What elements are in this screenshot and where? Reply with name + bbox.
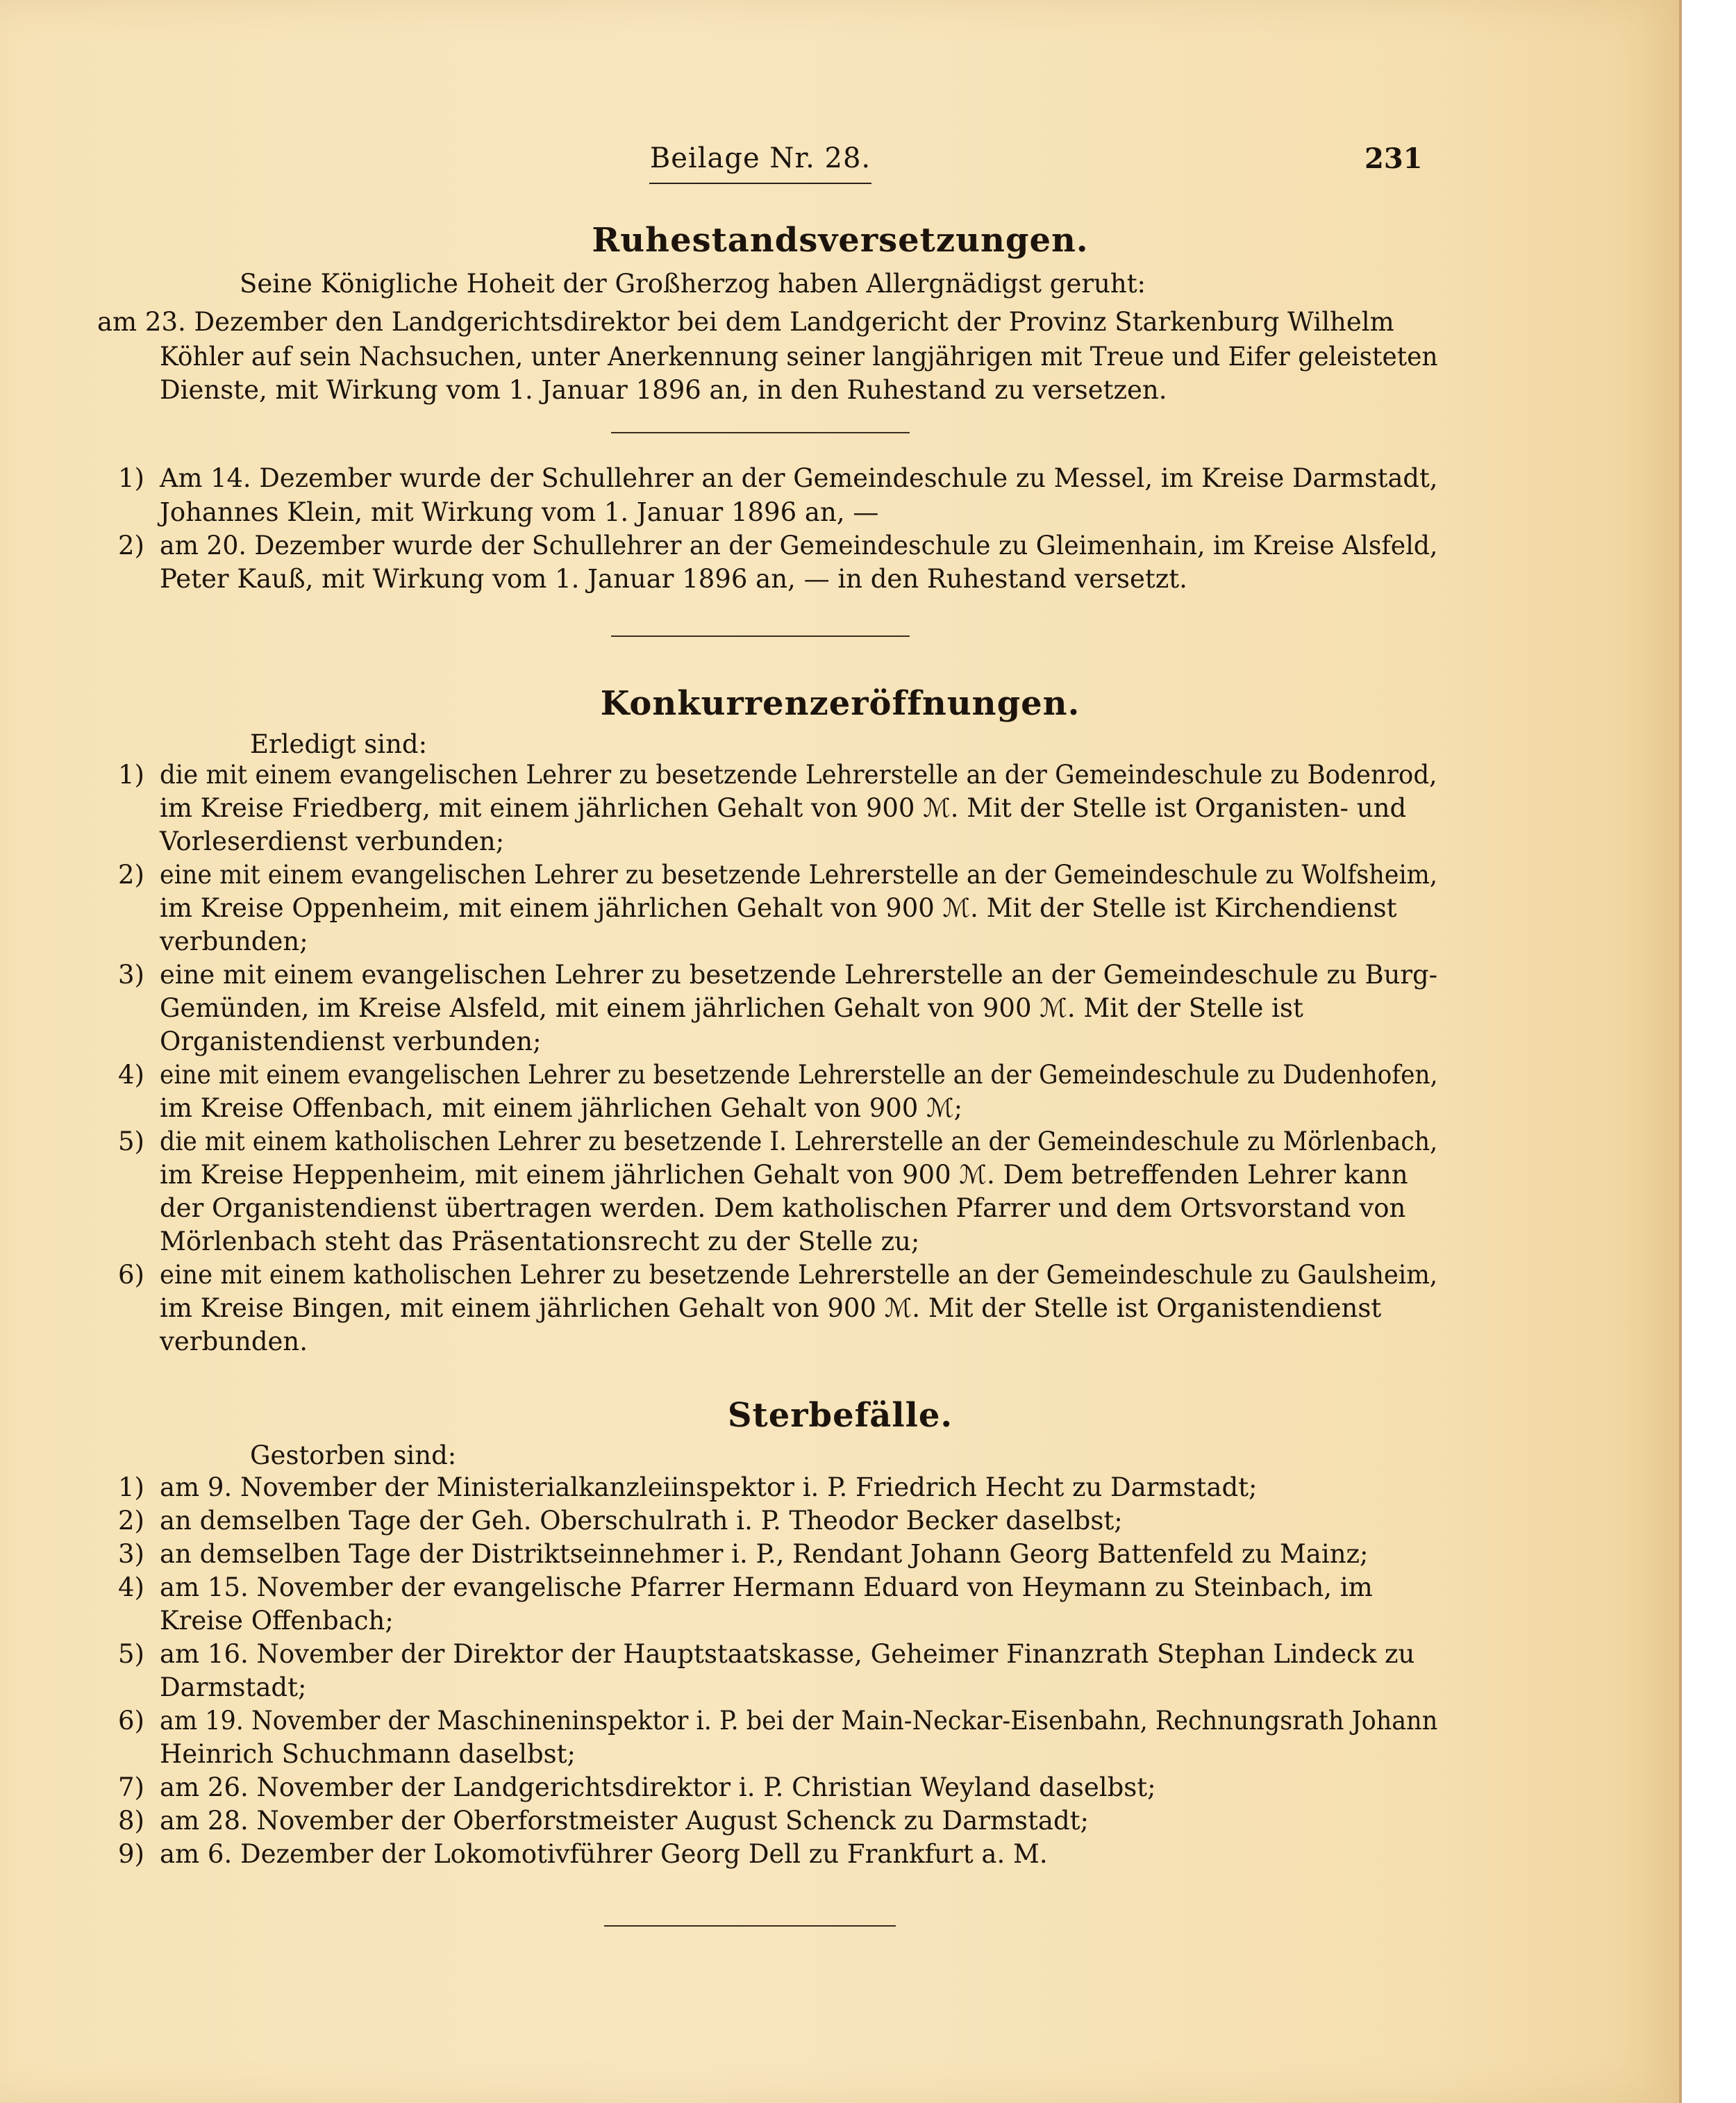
list-item-line: im Kreise Offenbach, mit einem jährlichen Gehalt von 900 ℳ; bbox=[160, 1093, 963, 1123]
heading-deaths: Sterbefälle. bbox=[727, 1396, 953, 1435]
item-number: 4) bbox=[118, 1572, 144, 1602]
list-item-line: Darmstadt; bbox=[160, 1672, 307, 1702]
list-item-line: Gemünden, im Kreise Alsfeld, mit einem jährlichen Gehalt von 900 ℳ. Mit der Stelle ist bbox=[160, 993, 1303, 1023]
section4-intro: Gestorben sind: bbox=[250, 1440, 457, 1470]
list-item-line: am 6. Dezember der Lokomotivführer Georg Dell zu Frankfurt a. M. bbox=[160, 1839, 1048, 1869]
list-item-line: an demselben Tage der Distriktseinnehmer i. P., Rendant Johann Georg Battenfeld zu Mainz; bbox=[160, 1539, 1369, 1569]
list-item-line: am 15. November der evangelische Pfarrer Hermann Eduard von Heymann zu Steinbach, im bbox=[160, 1572, 1373, 1602]
list-item-line: verbunden. bbox=[160, 1327, 308, 1356]
item-number: 1) bbox=[118, 463, 144, 493]
page-edge bbox=[1679, 0, 1682, 2103]
list-item-line: am 16. November der Direktor der Hauptstaatskasse, Geheimer Finanzrath Stephan Lindeck zu bbox=[160, 1639, 1415, 1669]
heading-vacancies: Konkurrenzeröffnungen. bbox=[600, 684, 1080, 723]
list-item-line: verbunden; bbox=[160, 926, 308, 956]
list-item-line: Peter Kauß, mit Wirkung vom 1. Januar 1896 an, — in den Ruhestand versetzt. bbox=[160, 564, 1187, 594]
list-item-line: eine mit einem evangelischen Lehrer zu besetzende Lehrerstelle an der Gemeindeschule zu Burg- bbox=[160, 960, 1438, 990]
heading-retirements: Ruhestandsversetzungen. bbox=[592, 221, 1089, 260]
list-item-line: am 26. November der Landgerichtsdirektor i. P. Christian Weyland daselbst; bbox=[160, 1772, 1156, 1802]
list-item-line: Mörlenbach steht das Präsentationsrecht zu der Stelle zu; bbox=[160, 1227, 920, 1256]
item-number: 7) bbox=[118, 1772, 144, 1802]
list-item-line: Heinrich Schuchmann daselbst; bbox=[160, 1739, 576, 1769]
item-number: 2) bbox=[118, 860, 144, 890]
item-number: 9) bbox=[118, 1839, 144, 1869]
list-item-line: Johannes Klein, mit Wirkung vom 1. Januar 1896 an, — bbox=[160, 497, 879, 527]
list-item-line: im Kreise Friedberg, mit einem jährlichen Gehalt von 900 ℳ. Mit der Stelle ist Organisten- und bbox=[160, 793, 1407, 823]
list-item-line: an demselben Tage der Geh. Oberschulrath i. P. Theodor Becker daselbst; bbox=[160, 1506, 1123, 1536]
section3-intro: Erledigt sind: bbox=[250, 729, 428, 759]
item-number: 2) bbox=[118, 1506, 144, 1536]
section-divider bbox=[611, 635, 910, 637]
item-number: 6) bbox=[118, 1260, 144, 1290]
section1-intro: Seine Königliche Hoheit der Großherzog haben Allergnädigst geruht: bbox=[240, 269, 1146, 299]
item-number: 6) bbox=[118, 1706, 144, 1736]
list-item-line: die mit einem katholischen Lehrer zu besetzende I. Lehrerstelle an der Gemeindeschule zu Mörlenbach, bbox=[160, 1127, 1438, 1156]
list-item-line: im Kreise Bingen, mit einem jährlichen Gehalt von 900 ℳ. Mit der Stelle ist Organistendienst bbox=[160, 1293, 1382, 1323]
section1-line: Dienste, mit Wirkung vom 1. Januar 1896 an, in den Ruhestand zu versetzen. bbox=[160, 375, 1167, 405]
item-number: 3) bbox=[118, 1539, 144, 1569]
item-number: 2) bbox=[118, 531, 144, 560]
section1-line: Köhler auf sein Nachsuchen, unter Anerkennung seiner langjährigen mit Treue und Eifer geleisteten bbox=[160, 342, 1438, 372]
item-number: 5) bbox=[118, 1127, 144, 1156]
list-item-line: am 28. November der Oberforstmeister August Schenck zu Darmstadt; bbox=[160, 1806, 1089, 1836]
list-item-line: im Kreise Heppenheim, mit einem jährlichen Gehalt von 900 ℳ. Dem betreffenden Lehrer kann bbox=[160, 1160, 1408, 1190]
closing-divider bbox=[604, 1925, 896, 1927]
list-item-line: am 20. Dezember wurde der Schullehrer an der Gemeindeschule zu Gleimenhain, im Kreise Alsfeld, bbox=[160, 531, 1438, 560]
list-item-line: der Organistendienst übertragen werden. Dem katholischen Pfarrer und dem Ortsvorstand von bbox=[160, 1193, 1406, 1223]
list-item-line: am 9. November der Ministerialkanzleiinspektor i. P. Friedrich Hecht zu Darmstadt; bbox=[160, 1472, 1258, 1502]
item-number: 4) bbox=[118, 1060, 144, 1090]
item-number: 1) bbox=[118, 1472, 144, 1502]
list-item-line: Kreise Offenbach; bbox=[160, 1606, 394, 1636]
page-header bbox=[0, 142, 1680, 191]
list-item-line: die mit einem evangelischen Lehrer zu besetzende Lehrerstelle an der Gemeindeschule zu Bodenrod, bbox=[160, 760, 1437, 790]
item-number: 8) bbox=[118, 1806, 144, 1836]
item-number: 5) bbox=[118, 1639, 144, 1669]
item-number: 3) bbox=[118, 960, 144, 990]
section1-line: am 23. Dezember den Landgerichtsdirektor bei dem Landgericht der Provinz Starkenburg Wilhelm bbox=[97, 307, 1394, 337]
list-item-line: eine mit einem katholischen Lehrer zu besetzende Lehrerstelle an der Gemeindeschule zu Gaulsheim, bbox=[160, 1260, 1438, 1290]
list-item-line: Am 14. Dezember wurde der Schullehrer an der Gemeindeschule zu Messel, im Kreise Darmstadt, bbox=[160, 463, 1438, 493]
list-item-line: im Kreise Oppenheim, mit einem jährlichen Gehalt von 900 ℳ. Mit der Stelle ist Kirchendienst bbox=[160, 893, 1397, 923]
list-item-line: Organistendienst verbunden; bbox=[160, 1026, 542, 1056]
list-item-line: eine mit einem evangelischen Lehrer zu besetzende Lehrerstelle an der Gemeindeschule zu Wolfsheim, bbox=[160, 860, 1437, 890]
page-number: 231 bbox=[1364, 142, 1423, 175]
supplement-title: Beilage Nr. 28. bbox=[649, 142, 871, 174]
section-divider bbox=[611, 432, 910, 433]
header-underline bbox=[649, 183, 871, 184]
list-item-line: Vorleserdienst verbunden; bbox=[160, 826, 505, 856]
list-item-line: am 19. November der Maschineninspektor i. P. bei der Main-Neckar-Eisenbahn, Rechnungsrath Johann bbox=[160, 1706, 1438, 1736]
item-number: 1) bbox=[118, 760, 144, 790]
list-item-line: eine mit einem evangelischen Lehrer zu besetzende Lehrerstelle an der Gemeindeschule zu Dudenhofen, bbox=[160, 1060, 1438, 1090]
